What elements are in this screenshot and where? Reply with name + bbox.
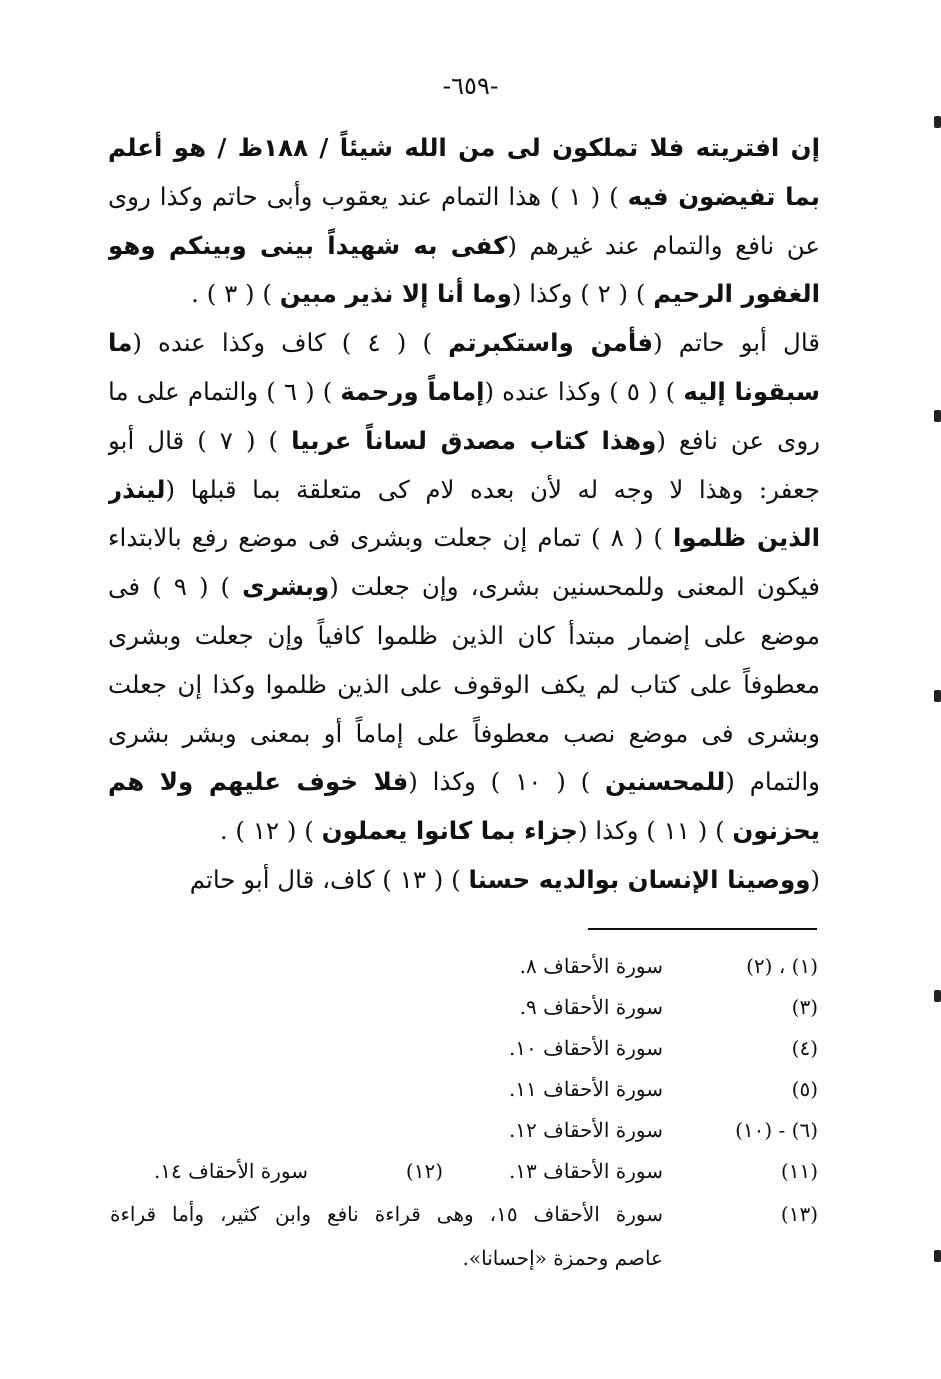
footnote-1 bbox=[110, 950, 818, 982]
footnote-text: سورة الأحقاف ١٠. bbox=[508, 1036, 663, 1060]
text-segment: ) ( ٣ ) . bbox=[191, 279, 280, 309]
quran-quote: سبقونا إليه bbox=[683, 376, 820, 406]
footnote-3 bbox=[110, 1032, 818, 1064]
footnote-divider bbox=[588, 928, 817, 930]
footnote-number: (١٢) bbox=[405, 1159, 443, 1183]
text-line bbox=[108, 222, 820, 271]
quran-quote: ووصينا الإنسان بوالديه حسنا bbox=[468, 864, 811, 894]
footnote-text: سورة الأحقاف ٩. bbox=[519, 995, 663, 1019]
footnote-7-continuation bbox=[110, 1242, 818, 1274]
text-segment: جعفر: وهذا لا وجه له لأن بعده لام كى متعلقة بما قبلها ( bbox=[165, 474, 820, 504]
binding-mark bbox=[934, 116, 941, 128]
text-segment: ) ( ١٢ ) . bbox=[219, 816, 322, 846]
text-segment: موضع على إضمار مبتدأ كان الذين ظلموا كافياً وإن جعلت وبشرى bbox=[108, 620, 820, 650]
footnote-number: (١٣) bbox=[780, 1202, 818, 1226]
footnote-4 bbox=[110, 1073, 818, 1105]
footnote-7 bbox=[110, 1198, 818, 1230]
quran-quote: لينذر bbox=[108, 474, 166, 504]
quran-quote: جزاء بما كانوا يعملون bbox=[321, 816, 578, 846]
binding-mark bbox=[934, 1250, 941, 1262]
text-segment: قال أبو حاتم ( bbox=[653, 328, 820, 358]
text-line bbox=[108, 612, 820, 661]
footnote-text: سورة الأحقاف ١١. bbox=[508, 1077, 663, 1101]
binding-mark bbox=[934, 990, 941, 1002]
footnote-6 bbox=[110, 1155, 818, 1187]
text-segment: روى عن نافع ( bbox=[656, 425, 820, 455]
quran-quote: إماماً ورحمة bbox=[340, 376, 485, 406]
text-line bbox=[108, 563, 820, 612]
text-line bbox=[108, 661, 820, 710]
quran-quote: ما bbox=[108, 328, 133, 358]
text-segment: ) ( ٩ ) فى bbox=[108, 572, 243, 602]
quran-quote: بما تفيضون فيه bbox=[627, 181, 820, 211]
quran-quote: إن افتريته فلا تملكون لى من الله شيئاً / ١٨٨ظ / هو أعلم bbox=[108, 133, 820, 162]
text-line bbox=[108, 368, 820, 417]
quran-quote: للمحسنين bbox=[605, 767, 726, 797]
text-segment: ) ( ٨ ) تمام إن جعلت وبشرى فى موضع رفع بالابتداء bbox=[108, 523, 673, 553]
text-segment: ) ( ٥ ) وكذا عنده ( bbox=[484, 376, 684, 406]
quran-quote: الذين ظلموا bbox=[672, 523, 820, 553]
text-line bbox=[108, 466, 820, 515]
text-segment: ( bbox=[810, 864, 820, 894]
text-segment: وبشرى فى موضع نصب معطوفاً على إماماً أو بمعنى وبشر بشرى bbox=[108, 718, 820, 748]
text-line bbox=[108, 124, 820, 173]
footnote-text: سورة الأحقاف ١٢. bbox=[508, 1118, 663, 1142]
text-segment: ) ( ١٠ ) وكذا ( bbox=[408, 767, 606, 797]
text-segment: ) ( ٤ ) كاف وكذا عنده ( bbox=[132, 328, 449, 358]
text-line bbox=[108, 417, 820, 466]
text-segment: والتمام ( bbox=[725, 767, 820, 797]
footnote-text: سورة الأحقاف ١٣. bbox=[508, 1159, 663, 1183]
text-line bbox=[108, 319, 820, 368]
footnote-text: سورة الأحقاف ١٥، وهى قراءة نافع وابن كثير، وأما قراءة bbox=[110, 1202, 663, 1226]
binding-mark bbox=[934, 690, 941, 702]
quran-quote: يحزنون bbox=[732, 816, 820, 846]
footnote-number: (٣) bbox=[791, 995, 818, 1019]
text-segment: ) ( ٢ ) وكذا ( bbox=[511, 279, 654, 309]
main-text bbox=[108, 124, 820, 905]
text-segment: عن نافع والتمام عند غيرهم ( bbox=[507, 230, 820, 260]
text-line bbox=[108, 856, 820, 905]
footnote-number: (١١) bbox=[780, 1159, 818, 1183]
text-line bbox=[108, 514, 820, 563]
footnote-text: عاصم وحمزة «إحسانا». bbox=[462, 1246, 663, 1270]
footnote-text: سورة الأحقاف ١٤. bbox=[153, 1159, 308, 1183]
text-segment: ) ( ٧ ) قال أبو bbox=[108, 425, 292, 455]
text-line bbox=[108, 270, 820, 319]
text-segment: ) ( ١١ ) وكذا ( bbox=[577, 816, 733, 846]
text-segment: فيكون المعنى وللمحسنين بشرى، وإن جعلت ( bbox=[329, 572, 820, 602]
quran-quote: وبشرى bbox=[242, 572, 330, 602]
text-line bbox=[108, 173, 820, 222]
footnote-number: (١) ، (٢) bbox=[746, 954, 818, 978]
text-line bbox=[108, 710, 820, 759]
binding-mark bbox=[934, 410, 941, 422]
footnote-number: (٥) bbox=[791, 1077, 818, 1101]
text-segment: ) ( ١٣ ) كاف، قال أبو حاتم bbox=[189, 864, 469, 894]
text-segment: ) ( ١ ) هذا التمام عند يعقوب وأبى حاتم وكذا روى bbox=[108, 181, 628, 211]
quran-quote: فلا خوف عليهم ولا هم bbox=[108, 767, 409, 797]
text-line bbox=[108, 807, 820, 856]
quran-quote: كفى به شهيداً بينى وبينكم وهو bbox=[108, 230, 508, 260]
quran-quote: وهذا كتاب مصدق لساناً عربيا bbox=[291, 425, 657, 455]
footnote-5 bbox=[110, 1114, 818, 1146]
text-line bbox=[108, 758, 820, 807]
footnote-number: (٦) - (١٠) bbox=[735, 1118, 818, 1142]
quran-quote: فأمن واستكبرتم bbox=[448, 328, 654, 358]
text-segment: معطوفاً على كتاب لم يكف الوقوف على الذين ظلموا وكذا إن جعلت bbox=[108, 669, 820, 699]
page-number: -٦٥٩- bbox=[442, 72, 499, 100]
footnote-2 bbox=[110, 991, 818, 1023]
footnote-number: (٤) bbox=[791, 1036, 818, 1060]
footnote-text: سورة الأحقاف ٨. bbox=[519, 954, 663, 978]
quran-quote: الغفور الرحيم bbox=[653, 279, 820, 309]
quran-quote: وما أنا إلا نذير مبين bbox=[279, 279, 512, 309]
text-segment: ) ( ٦ ) والتمام على ما bbox=[108, 376, 341, 406]
